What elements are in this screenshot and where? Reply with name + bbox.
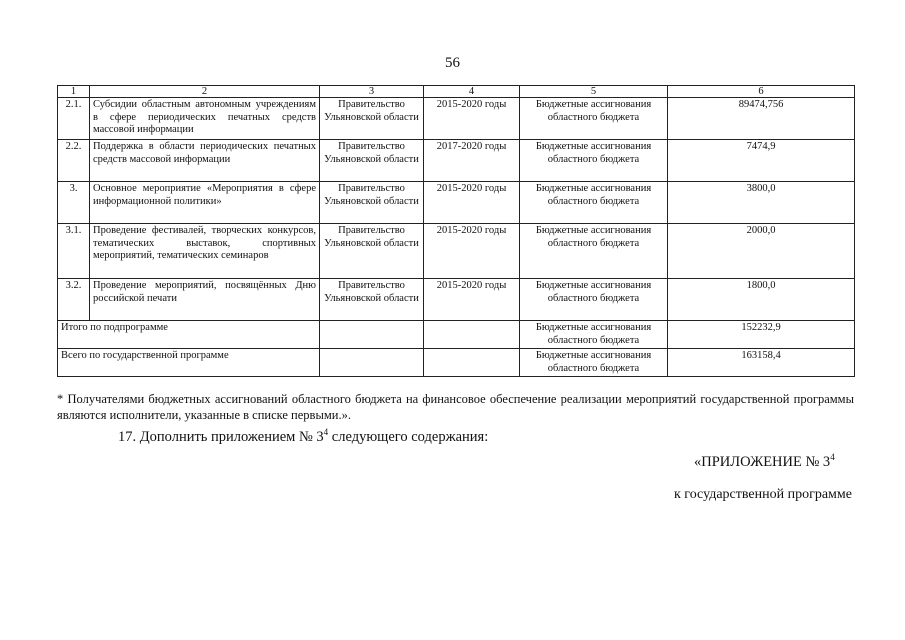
row-name: Субсидии областным автономным учреждениям в сфере периодических печатных средств массовой информации — [90, 98, 320, 140]
row-period: 2017-2020 годы — [424, 140, 520, 182]
column-header: 2 — [90, 86, 320, 98]
row-executor: Правительство Ульяновской области — [320, 140, 424, 182]
row-period: 2015-2020 годы — [424, 182, 520, 224]
footnote: * Получателями бюджетных ассигнований областного бюджета на финансовое обеспечение реализации мероприятий государственной программы являются исполнители, указанные в списке первыми.». — [57, 392, 854, 422]
table-header-row — [58, 86, 855, 98]
row-name: Проведение мероприятий, посвящённых Дню российской печати — [90, 279, 320, 321]
table-row — [58, 279, 855, 321]
row-amount: 3800,0 — [668, 182, 855, 224]
row-name: Поддержка в области периодических печатных средств массовой информации — [90, 140, 320, 182]
row-source: Бюджетные ассигнования областного бюджета — [520, 182, 668, 224]
row-executor: Правительство Ульяновской области — [320, 182, 424, 224]
page-number: 56 — [445, 55, 460, 71]
row-amount: 7474,9 — [668, 140, 855, 182]
total-row-subprogram — [58, 321, 855, 349]
total-row-program — [58, 349, 855, 377]
total-label: Итого по подпрограмме — [58, 321, 320, 349]
appendix-title — [694, 452, 835, 471]
total-label: Всего по государственной программе — [58, 349, 320, 377]
row-number: 3.2. — [58, 279, 90, 321]
appendix-subtitle: к государственной программе — [674, 487, 852, 502]
column-header: 5 — [520, 86, 668, 98]
table-row — [58, 98, 855, 140]
row-executor: Правительство Ульяновской области — [320, 98, 424, 140]
table-row — [58, 140, 855, 182]
row-source: Бюджетные ассигнования областного бюджета — [520, 98, 668, 140]
row-period: 2015-2020 годы — [424, 279, 520, 321]
amendment-instruction — [118, 427, 488, 446]
row-number: 3. — [58, 182, 90, 224]
row-period: 2015-2020 годы — [424, 98, 520, 140]
total-amount: 163158,4 — [668, 349, 855, 377]
column-header: 3 — [320, 86, 424, 98]
row-amount: 89474,756 — [668, 98, 855, 140]
row-period: 2015-2020 годы — [424, 224, 520, 279]
table-row — [58, 224, 855, 279]
row-source: Бюджетные ассигнования областного бюджета — [520, 279, 668, 321]
row-number: 2.1. — [58, 98, 90, 140]
row-executor: Правительство Ульяновской области — [320, 279, 424, 321]
instruction-text: 17. Дополнить приложением № 3 — [118, 429, 324, 445]
instruction-text-end: следующего содержания: — [328, 429, 489, 445]
appendix-title-text: «ПРИЛОЖЕНИЕ № 3 — [694, 454, 831, 470]
row-name: Проведение фестивалей, творческих конкурсов, тематических выставок, спортивных мероприятий, тематических семинаров — [90, 224, 320, 279]
row-source: Бюджетные ассигнования областного бюджета — [520, 224, 668, 279]
total-source: Бюджетные ассигнования областного бюджета — [520, 321, 668, 349]
instruction-superscript: 4 — [323, 427, 329, 437]
row-amount: 1800,0 — [668, 279, 855, 321]
appendix-title-superscript: 4 — [830, 452, 835, 462]
row-number: 3.1. — [58, 224, 90, 279]
total-source: Бюджетные ассигнования областного бюджета — [520, 349, 668, 377]
column-header: 4 — [424, 86, 520, 98]
total-amount: 152232,9 — [668, 321, 855, 349]
table-row — [58, 182, 855, 224]
row-number: 2.2. — [58, 140, 90, 182]
row-amount: 2000,0 — [668, 224, 855, 279]
column-header: 1 — [58, 86, 90, 98]
program-table — [57, 85, 855, 377]
row-source: Бюджетные ассигнования областного бюджета — [520, 140, 668, 182]
row-executor: Правительство Ульяновской области — [320, 224, 424, 279]
row-name: Основное мероприятие «Мероприятия в сфере информационной политики» — [90, 182, 320, 224]
column-header: 6 — [668, 86, 855, 98]
